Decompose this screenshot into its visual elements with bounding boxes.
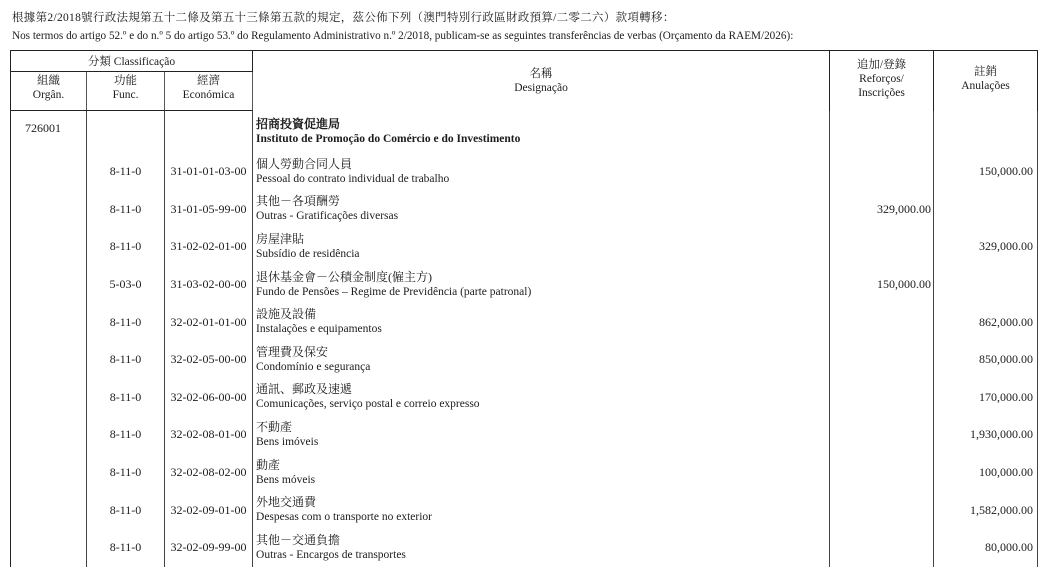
designation-zh: 其他－交通負擔 (256, 532, 341, 547)
economic-code: 32-02-01-01-00 (165, 303, 253, 341)
reinforcements-header-pt2: Inscrições (858, 87, 905, 99)
reinforcement-amount (830, 303, 934, 341)
organ-cell (11, 529, 87, 567)
designation (253, 341, 830, 379)
header-row-top (11, 51, 1038, 72)
table-row (11, 266, 1038, 304)
designation-pt: Outras - Gratificações diversas (256, 210, 399, 223)
designation-pt: Despesas com o transporte no exterior (256, 511, 432, 524)
designation-zh: 房屋津貼 (256, 231, 305, 246)
entity-name (253, 111, 830, 154)
annulment-amount (934, 191, 1038, 229)
annulment-amount: 150,000.00 (934, 153, 1038, 191)
organ-header-zh: 組織 (37, 75, 60, 87)
annulment-amount: 1,582,000.00 (934, 491, 1038, 529)
designation (253, 228, 830, 266)
function-code: 8-11-0 (87, 228, 165, 266)
organ-code: 726001 (11, 111, 87, 154)
organ-cell (11, 416, 87, 454)
organ-cell (11, 454, 87, 492)
organ-cell (11, 379, 87, 417)
economic-code: 31-01-01-03-00 (165, 153, 253, 191)
reinforcement-amount (830, 491, 934, 529)
economic-code: 32-02-08-01-00 (165, 416, 253, 454)
designation-zh: 動產 (256, 457, 281, 472)
organ-cell (11, 153, 87, 191)
economic-code: 32-02-09-01-00 (165, 491, 253, 529)
designation-header-zh: 名稱 (529, 67, 553, 80)
table-row (11, 491, 1038, 529)
reinforcement-amount (830, 228, 934, 266)
designation (253, 153, 830, 191)
reinforcements-header-zh: 追加/登錄 (856, 59, 907, 71)
function-code: 8-11-0 (87, 153, 165, 191)
entity-name-pt: Instituto de Promoção do Comércio e do Investimento (256, 132, 521, 145)
function-code: 8-11-0 (87, 341, 165, 379)
annulments-header-pt: Anulações (961, 80, 1010, 92)
designation-pt: Instalações e equipamentos (256, 323, 382, 336)
annulment-amount: 862,000.00 (934, 303, 1038, 341)
organ-cell (11, 303, 87, 341)
organ-header-pt: Orgân. (32, 89, 65, 101)
organ-cell (11, 491, 87, 529)
designation-pt: Subsídio de residência (256, 247, 360, 260)
economic-header-zh: 經濟 (197, 75, 220, 87)
annulment-amount: 170,000.00 (934, 379, 1038, 417)
economic-code: 32-02-05-00-00 (165, 341, 253, 379)
organ-cell (11, 341, 87, 379)
designation-zh: 外地交通費 (256, 495, 317, 510)
table-row (11, 228, 1038, 266)
reinforcement-amount: 329,000.00 (830, 191, 934, 229)
designation-zh: 不動產 (256, 419, 293, 434)
function-header (87, 72, 165, 111)
function-code: 8-11-0 (87, 454, 165, 492)
entity-ref-cell (830, 111, 934, 154)
designation-zh: 個人勞動合同人員 (256, 156, 353, 171)
reinforcement-amount (830, 341, 934, 379)
table-row (11, 529, 1038, 567)
economic-code: 32-02-08-02-00 (165, 454, 253, 492)
designation (253, 454, 830, 492)
intro-text-portuguese: Nos termos do artigo 52.º e do n.º 5 do artigo 53.º do Regulamento Administrativo n.º 2/2018, publicam-se as seguintes transferências de verbas (Orçamento da RAEM/2026): (12, 30, 794, 42)
economic-code: 32-02-06-00-00 (165, 379, 253, 417)
annulment-amount: 1,930,000.00 (934, 416, 1038, 454)
annulments-header-zh: 註銷 (974, 66, 998, 78)
table-row (11, 454, 1038, 492)
designation-pt: Pessoal do contrato individual de trabalho (256, 172, 450, 185)
reinforcement-amount (830, 416, 934, 454)
function-code: 5-03-0 (87, 266, 165, 304)
designation-pt: Comunicações, serviço postal e correio expresso (256, 398, 480, 411)
intro-text-chinese: 根據第2/2018號行政法規第五十二條及第五十三條第五款的規定，茲公佈下列（澳門特別行政區財政預算/二零二六）款項轉移： (12, 12, 675, 24)
designation-pt: Bens imóveis (256, 435, 319, 448)
table-row (11, 303, 1038, 341)
designation-zh: 管理費及保安 (256, 344, 329, 359)
reinforcement-amount (830, 454, 934, 492)
reinforcements-header-pt1: Reforços/ (859, 73, 904, 85)
function-code: 8-11-0 (87, 491, 165, 529)
function-code: 8-11-0 (87, 529, 165, 567)
designation-zh: 設施及設備 (256, 307, 317, 322)
designation-header-pt: Designação (514, 81, 568, 94)
annulment-amount: 100,000.00 (934, 454, 1038, 492)
reinforcement-amount: 150,000.00 (830, 266, 934, 304)
designation (253, 266, 830, 304)
designation-pt: Outras - Encargos de transportes (256, 548, 406, 561)
designation (253, 379, 830, 417)
economic-header-pt: Económica (182, 89, 235, 101)
reinforcement-amount (830, 153, 934, 191)
annulment-amount: 850,000.00 (934, 341, 1038, 379)
function-code: 8-11-0 (87, 379, 165, 417)
economic-code: 31-03-02-00-00 (165, 266, 253, 304)
table-row (11, 153, 1038, 191)
designation-header (253, 51, 830, 111)
table-row (11, 379, 1038, 417)
designation-pt: Condomínio e segurança (256, 360, 371, 373)
organ-header (11, 72, 87, 111)
organ-cell (11, 266, 87, 304)
entity-func-cell (87, 111, 165, 154)
entity-anul-cell (934, 111, 1038, 154)
classification-header: 分類 Classificação (11, 51, 253, 72)
economic-code: 31-02-02-01-00 (165, 228, 253, 266)
entity-econ-cell (165, 111, 253, 154)
designation (253, 491, 830, 529)
function-code: 8-11-0 (87, 303, 165, 341)
function-header-pt: Func. (112, 89, 139, 101)
designation (253, 191, 830, 229)
reinforcement-amount (830, 379, 934, 417)
reinforcement-amount (830, 529, 934, 567)
transfer-table (10, 50, 1038, 567)
reinforcements-header (830, 51, 934, 111)
function-header-zh: 功能 (114, 75, 137, 87)
function-code: 8-11-0 (87, 416, 165, 454)
designation (253, 416, 830, 454)
designation-zh: 退休基金會－公積金制度(僱主方) (256, 269, 433, 284)
annulments-header (934, 51, 1038, 111)
annulment-amount (934, 266, 1038, 304)
economic-code: 32-02-09-99-00 (165, 529, 253, 567)
economic-code: 31-01-05-99-00 (165, 191, 253, 229)
designation-zh: 通訊、郵政及速遞 (256, 382, 353, 397)
table-row (11, 341, 1038, 379)
economic-header (165, 72, 253, 111)
entity-name-zh: 招商投資促進局 (256, 116, 341, 131)
designation (253, 303, 830, 341)
function-code: 8-11-0 (87, 191, 165, 229)
entity-row (11, 111, 1038, 154)
designation-pt: Bens móveis (256, 473, 316, 486)
table-row (11, 416, 1038, 454)
designation-zh: 其他－各項酬勞 (256, 194, 341, 209)
annulment-amount: 80,000.00 (934, 529, 1038, 567)
annulment-amount: 329,000.00 (934, 228, 1038, 266)
designation (253, 529, 830, 567)
organ-cell (11, 228, 87, 266)
designation-pt: Fundo de Pensões – Regime de Previdência (parte patronal) (256, 285, 532, 298)
organ-cell (11, 191, 87, 229)
table-row (11, 191, 1038, 229)
